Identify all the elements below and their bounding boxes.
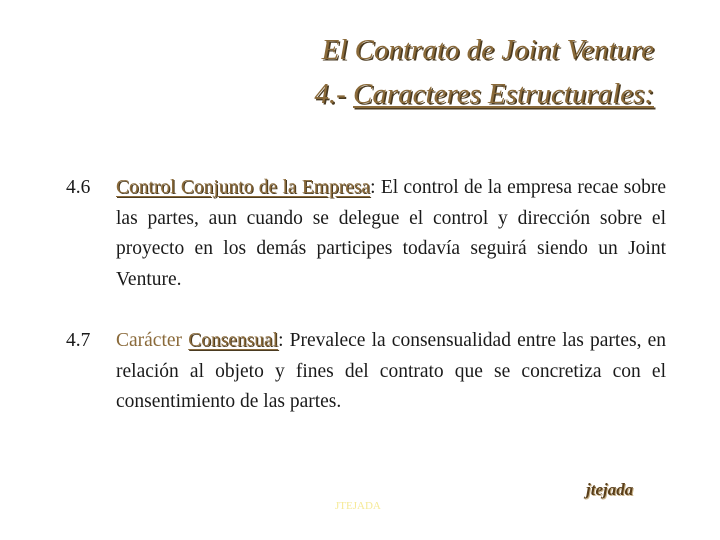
item-4-7	[66, 326, 666, 418]
slide-title	[94, 28, 654, 116]
title-line-2	[94, 72, 654, 116]
item-lead: Consensual	[188, 330, 279, 351]
item-lead: Control Conjunto de la Empresa	[116, 177, 371, 198]
item-body	[116, 326, 666, 418]
item-4-6	[66, 173, 666, 295]
footer-author: jtejada	[586, 480, 634, 499]
title-line-1: El Contrato de Joint Venture	[321, 34, 654, 66]
item-body	[116, 173, 666, 295]
footer-watermark: JTEJADA	[335, 500, 381, 512]
title-line-2-underlined: Caracteres Estructurales:	[353, 78, 654, 110]
item-lead-plain: Carácter	[116, 330, 189, 351]
item-text: : El control de la empresa recae sobre las partes, aun cuando se delegue el control y dirección sobre el proyecto en los demás participes todavía seguirá siendo un Joint Venture.	[116, 177, 666, 290]
item-number: 4.6	[66, 177, 91, 198]
item-text: : Prevalece la consensualidad entre las partes, en relación al objeto y fines del contrato que se concretiza con el consentimiento de las partes.	[116, 330, 666, 412]
item-number: 4.7	[66, 330, 91, 351]
title-line-2-prefix: 4.-	[314, 78, 354, 110]
